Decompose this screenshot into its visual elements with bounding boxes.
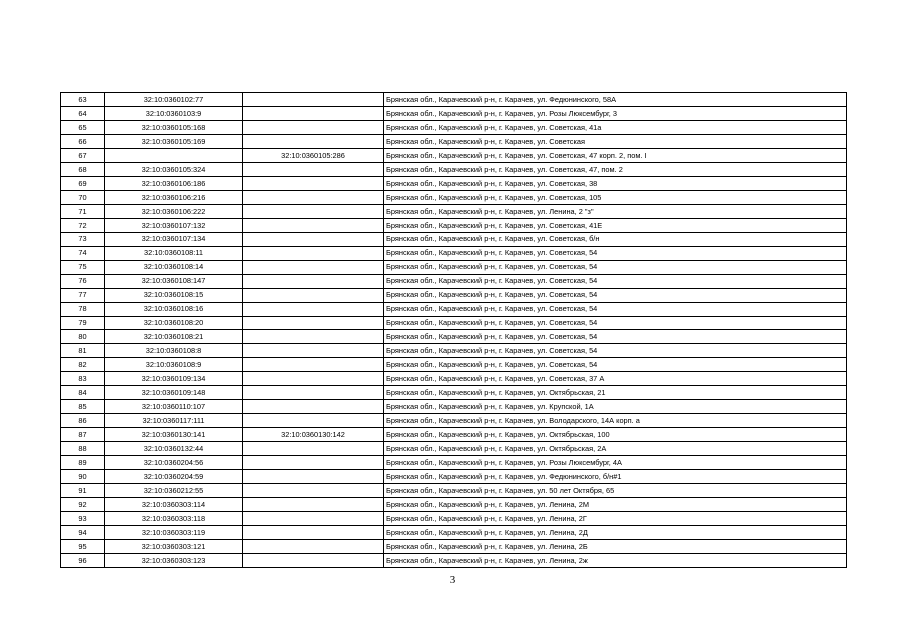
address-cell: Брянская обл., Карачевский р-н, г. Карачев, ул. Советская, 54 (384, 260, 847, 274)
cadastral-number-cell: 32:10:0360117:111 (105, 414, 243, 428)
address-cell: Брянская обл., Карачевский р-н, г. Карачев, ул. Советская, б/н (384, 232, 847, 246)
secondary-cadastral-number-cell (243, 232, 384, 246)
row-number-cell: 89 (61, 456, 105, 470)
table-row (61, 260, 847, 274)
row-number-cell: 70 (61, 190, 105, 204)
secondary-cadastral-number-cell (243, 456, 384, 470)
cadastral-table (60, 92, 847, 568)
cadastral-number-cell: 32:10:0360108:11 (105, 246, 243, 260)
secondary-cadastral-number-cell (243, 176, 384, 190)
table-row (61, 442, 847, 456)
row-number-cell: 72 (61, 218, 105, 232)
cadastral-number-cell: 32:10:0360109:134 (105, 372, 243, 386)
row-number-cell: 73 (61, 232, 105, 246)
table-row (61, 232, 847, 246)
address-cell: Брянская обл., Карачевский р-н, г. Карачев, ул. Ленина, 2ж (384, 553, 847, 567)
table-row (61, 162, 847, 176)
cadastral-number-cell: 32:10:0360109:148 (105, 386, 243, 400)
table-row (61, 246, 847, 260)
table-row (61, 288, 847, 302)
cadastral-number-cell: 32:10:0360102:77 (105, 93, 243, 107)
secondary-cadastral-number-cell (243, 442, 384, 456)
address-cell: Брянская обл., Карачевский р-н, г. Карачев, ул. Советская, 54 (384, 246, 847, 260)
secondary-cadastral-number-cell (243, 120, 384, 134)
address-cell: Брянская обл., Карачевский р-н, г. Карачев, ул. Советская, 37 А (384, 372, 847, 386)
row-number-cell: 90 (61, 470, 105, 484)
cadastral-number-cell (105, 148, 243, 162)
cadastral-table-body (61, 93, 847, 568)
cadastral-number-cell: 32:10:0360108:9 (105, 358, 243, 372)
row-number-cell: 65 (61, 120, 105, 134)
table-row (61, 526, 847, 540)
secondary-cadastral-number-cell: 32:10:0360130:142 (243, 428, 384, 442)
cadastral-number-cell: 32:10:0360303:114 (105, 498, 243, 512)
cadastral-number-cell: 32:10:0360106:222 (105, 204, 243, 218)
cadastral-number-cell: 32:10:0360107:132 (105, 218, 243, 232)
cadastral-number-cell: 32:10:0360108:14 (105, 260, 243, 274)
cadastral-number-cell: 32:10:0360108:8 (105, 344, 243, 358)
secondary-cadastral-number-cell (243, 204, 384, 218)
table-row (61, 428, 847, 442)
cadastral-number-cell: 32:10:0360103:9 (105, 106, 243, 120)
address-cell: Брянская обл., Карачевский р-н, г. Карачев, ул. Советская, 41а (384, 120, 847, 134)
table-row (61, 470, 847, 484)
address-cell: Брянская обл., Карачевский р-н, г. Карачев, ул. Октябрьская, 21 (384, 386, 847, 400)
secondary-cadastral-number-cell (243, 218, 384, 232)
secondary-cadastral-number-cell (243, 246, 384, 260)
cadastral-number-cell: 32:10:0360204:59 (105, 470, 243, 484)
row-number-cell: 95 (61, 540, 105, 554)
cadastral-number-cell: 32:10:0360105:324 (105, 162, 243, 176)
secondary-cadastral-number-cell (243, 553, 384, 567)
secondary-cadastral-number-cell (243, 260, 384, 274)
row-number-cell: 83 (61, 372, 105, 386)
address-cell: Брянская обл., Карачевский р-н, г. Карачев, ул. Розы Люксембург, 3 (384, 106, 847, 120)
table-row (61, 316, 847, 330)
cadastral-number-cell: 32:10:0360110:107 (105, 400, 243, 414)
cadastral-number-cell: 32:10:0360108:147 (105, 274, 243, 288)
row-number-cell: 81 (61, 344, 105, 358)
table-row (61, 400, 847, 414)
row-number-cell: 66 (61, 134, 105, 148)
address-cell: Брянская обл., Карачевский р-н, г. Карачев, ул. Розы Люксембург, 4А (384, 456, 847, 470)
secondary-cadastral-number-cell (243, 190, 384, 204)
row-number-cell: 82 (61, 358, 105, 372)
row-number-cell: 87 (61, 428, 105, 442)
secondary-cadastral-number-cell (243, 106, 384, 120)
row-number-cell: 76 (61, 274, 105, 288)
address-cell: Брянская обл., Карачевский р-н, г. Карачев, ул. Ленина, 2М (384, 498, 847, 512)
address-cell: Брянская обл., Карачевский р-н, г. Карачев, ул. Советская, 54 (384, 288, 847, 302)
table-row (61, 93, 847, 107)
table-row (61, 484, 847, 498)
page-number: 3 (449, 574, 456, 586)
row-number-cell: 80 (61, 330, 105, 344)
row-number-cell: 96 (61, 553, 105, 567)
table-row (61, 218, 847, 232)
row-number-cell: 79 (61, 316, 105, 330)
address-cell: Брянская обл., Карачевский р-н, г. Карачев, ул. Октябрьская, 2А (384, 442, 847, 456)
secondary-cadastral-number-cell (243, 526, 384, 540)
table-row (61, 134, 847, 148)
address-cell: Брянская обл., Карачевский р-н, г. Карачев, ул. 50 лет Октября, 65 (384, 484, 847, 498)
cadastral-number-cell: 32:10:0360106:186 (105, 176, 243, 190)
row-number-cell: 69 (61, 176, 105, 190)
table-row (61, 512, 847, 526)
table-row (61, 274, 847, 288)
table-row (61, 330, 847, 344)
cadastral-number-cell: 32:10:0360107:134 (105, 232, 243, 246)
cadastral-number-cell: 32:10:0360132:44 (105, 442, 243, 456)
secondary-cadastral-number-cell (243, 344, 384, 358)
address-cell: Брянская обл., Карачевский р-н, г. Карачев, ул. Федюнинского, 58А (384, 93, 847, 107)
address-cell: Брянская обл., Карачевский р-н, г. Карачев, ул. Советская, 54 (384, 302, 847, 316)
address-cell: Брянская обл., Карачевский р-н, г. Карачев, ул. Крупской, 1А (384, 400, 847, 414)
secondary-cadastral-number-cell (243, 372, 384, 386)
secondary-cadastral-number-cell (243, 386, 384, 400)
row-number-cell: 64 (61, 106, 105, 120)
secondary-cadastral-number-cell: 32:10:0360105:286 (243, 148, 384, 162)
table-row (61, 386, 847, 400)
row-number-cell: 71 (61, 204, 105, 218)
address-cell: Брянская обл., Карачевский р-н, г. Карачев, ул. Федюнинского, б/н#1 (384, 470, 847, 484)
secondary-cadastral-number-cell (243, 484, 384, 498)
row-number-cell: 67 (61, 148, 105, 162)
table-row (61, 372, 847, 386)
cadastral-number-cell: 32:10:0360303:119 (105, 526, 243, 540)
address-cell: Брянская обл., Карачевский р-н, г. Карачев, ул. Советская, 41Е (384, 218, 847, 232)
table-row (61, 456, 847, 470)
table-row (61, 414, 847, 428)
address-cell: Брянская обл., Карачевский р-н, г. Карачев, ул. Ленина, 2 "з" (384, 204, 847, 218)
row-number-cell: 88 (61, 442, 105, 456)
address-cell: Брянская обл., Карачевский р-н, г. Карачев, ул. Советская, 47, пом. 2 (384, 162, 847, 176)
cadastral-number-cell: 32:10:0360303:118 (105, 512, 243, 526)
cadastral-number-cell: 32:10:0360108:15 (105, 288, 243, 302)
cadastral-number-cell: 32:10:0360303:123 (105, 553, 243, 567)
address-cell: Брянская обл., Карачевский р-н, г. Карачев, ул. Советская, 54 (384, 274, 847, 288)
address-cell: Брянская обл., Карачевский р-н, г. Карачев, ул. Володарского, 14А корп. а (384, 414, 847, 428)
table-row (61, 540, 847, 554)
cadastral-number-cell: 32:10:0360212:55 (105, 484, 243, 498)
secondary-cadastral-number-cell (243, 512, 384, 526)
table-row (61, 204, 847, 218)
secondary-cadastral-number-cell (243, 162, 384, 176)
cadastral-number-cell: 32:10:0360108:20 (105, 316, 243, 330)
cadastral-number-cell: 32:10:0360108:21 (105, 330, 243, 344)
secondary-cadastral-number-cell (243, 498, 384, 512)
table-row (61, 148, 847, 162)
row-number-cell: 75 (61, 260, 105, 274)
address-cell: Брянская обл., Карачевский р-н, г. Карачев, ул. Октябрьская, 100 (384, 428, 847, 442)
row-number-cell: 84 (61, 386, 105, 400)
row-number-cell: 91 (61, 484, 105, 498)
row-number-cell: 94 (61, 526, 105, 540)
secondary-cadastral-number-cell (243, 134, 384, 148)
row-number-cell: 86 (61, 414, 105, 428)
secondary-cadastral-number-cell (243, 93, 384, 107)
row-number-cell: 85 (61, 400, 105, 414)
cadastral-number-cell: 32:10:0360106:216 (105, 190, 243, 204)
table-row (61, 358, 847, 372)
secondary-cadastral-number-cell (243, 330, 384, 344)
table-row (61, 498, 847, 512)
secondary-cadastral-number-cell (243, 302, 384, 316)
table-row (61, 190, 847, 204)
address-cell: Брянская обл., Карачевский р-н, г. Карачев, ул. Советская, 54 (384, 358, 847, 372)
table-row (61, 106, 847, 120)
secondary-cadastral-number-cell (243, 274, 384, 288)
address-cell: Брянская обл., Карачевский р-н, г. Карачев, ул. Советская, 105 (384, 190, 847, 204)
secondary-cadastral-number-cell (243, 470, 384, 484)
cadastral-number-cell: 32:10:0360105:169 (105, 134, 243, 148)
cadastral-number-cell: 32:10:0360303:121 (105, 540, 243, 554)
address-cell: Брянская обл., Карачевский р-н, г. Карачев, ул. Ленина, 2Г (384, 512, 847, 526)
address-cell: Брянская обл., Карачевский р-н, г. Карачев, ул. Ленина, 2Д (384, 526, 847, 540)
row-number-cell: 92 (61, 498, 105, 512)
secondary-cadastral-number-cell (243, 414, 384, 428)
address-cell: Брянская обл., Карачевский р-н, г. Карачев, ул. Советская, 38 (384, 176, 847, 190)
row-number-cell: 74 (61, 246, 105, 260)
table-row (61, 120, 847, 134)
address-cell: Брянская обл., Карачевский р-н, г. Карачев, ул. Советская, 47 корп. 2, пом. I (384, 148, 847, 162)
cadastral-number-cell: 32:10:0360204:56 (105, 456, 243, 470)
row-number-cell: 68 (61, 162, 105, 176)
secondary-cadastral-number-cell (243, 358, 384, 372)
address-cell: Брянская обл., Карачевский р-н, г. Карачев, ул. Ленина, 2Б (384, 540, 847, 554)
secondary-cadastral-number-cell (243, 316, 384, 330)
secondary-cadastral-number-cell (243, 400, 384, 414)
cadastral-number-cell: 32:10:0360105:168 (105, 120, 243, 134)
table-row (61, 344, 847, 358)
cadastral-number-cell: 32:10:0360130:141 (105, 428, 243, 442)
row-number-cell: 93 (61, 512, 105, 526)
address-cell: Брянская обл., Карачевский р-н, г. Карачев, ул. Советская, 54 (384, 344, 847, 358)
secondary-cadastral-number-cell (243, 288, 384, 302)
address-cell: Брянская обл., Карачевский р-н, г. Карачев, ул. Советская (384, 134, 847, 148)
table-row (61, 553, 847, 567)
table-row (61, 176, 847, 190)
row-number-cell: 63 (61, 93, 105, 107)
table-row (61, 302, 847, 316)
address-cell: Брянская обл., Карачевский р-н, г. Карачев, ул. Советская, 54 (384, 316, 847, 330)
cadastral-number-cell: 32:10:0360108:16 (105, 302, 243, 316)
secondary-cadastral-number-cell (243, 540, 384, 554)
row-number-cell: 78 (61, 302, 105, 316)
row-number-cell: 77 (61, 288, 105, 302)
address-cell: Брянская обл., Карачевский р-н, г. Карачев, ул. Советская, 54 (384, 330, 847, 344)
